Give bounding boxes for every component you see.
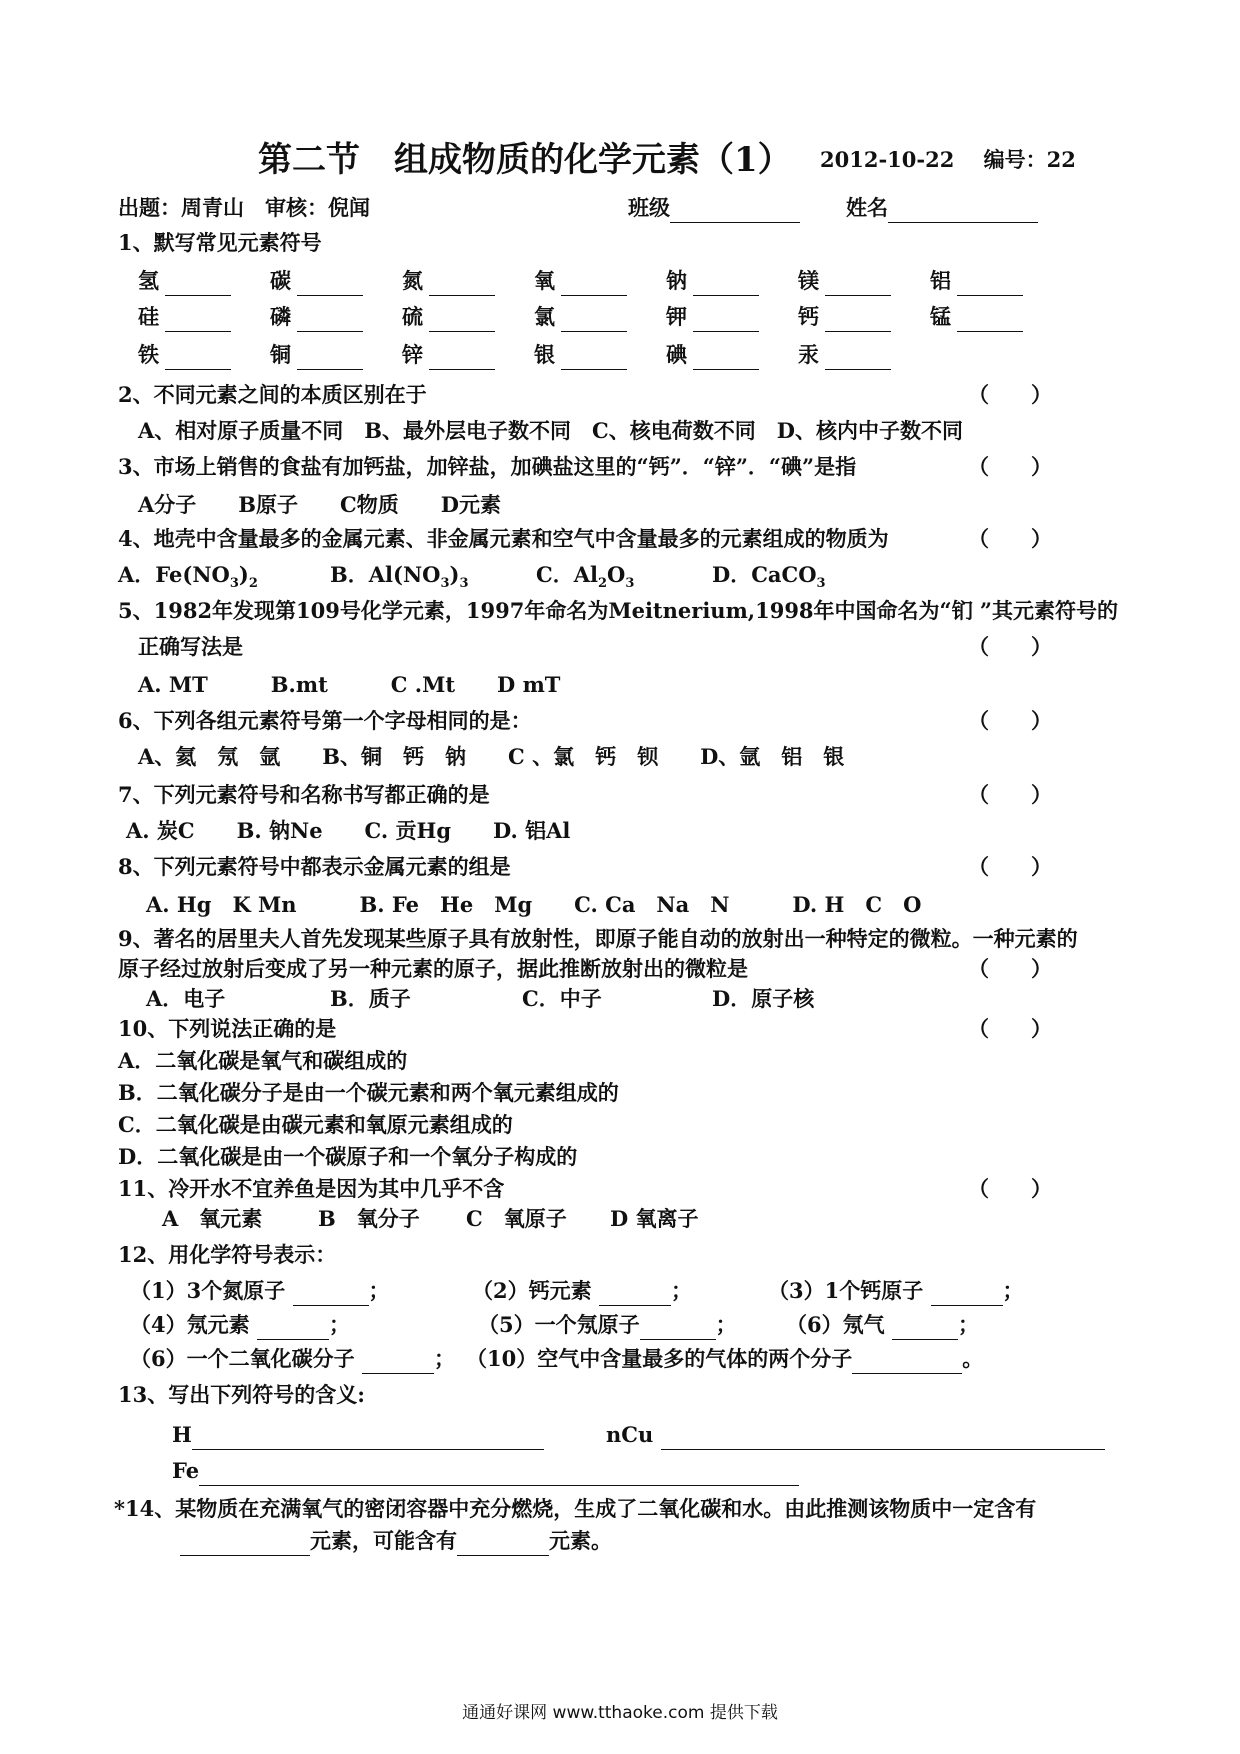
q1-element-cell <box>402 340 495 370</box>
q14-prompt: *14、某物质在充满氧气的密闭容器中充分燃烧，生成了二氧化碳和水。由此推测该物质中一定含有 <box>114 1496 1037 1521</box>
element-name: 银 <box>534 342 555 367</box>
serial-number: 编号：22 <box>983 147 1076 172</box>
element-symbol-blank[interactable] <box>429 275 495 296</box>
q11-option-a: A 氧元素 <box>162 1206 263 1231</box>
q12-blank-1[interactable] <box>293 1285 369 1306</box>
q7-prompt: 7、下列元素符号和名称书写都正确的是 <box>118 782 490 807</box>
q4-option-c: C．$Al_2O_3$ <box>536 562 635 592</box>
q2-answer-paren[interactable]: （ ） <box>968 382 1052 407</box>
q10-prompt: 10、下列说法正确的是 <box>118 1016 337 1041</box>
q9-option-d: D．原子核 <box>712 986 815 1011</box>
q9-prompt: 9、著名的居里夫人首先发现某些原子具有放射性，即原子能自动的放射出一种特定的微粒。一种元素的 <box>118 926 1078 951</box>
element-name: 锌 <box>402 342 423 367</box>
q11-answer-paren[interactable]: （ ） <box>968 1176 1052 1201</box>
q10-option-c: C．二氧化碳是由碳元素和氧原元素组成的 <box>118 1112 513 1137</box>
q14-line2: 元素，可能含有 元素。 <box>180 1526 612 1556</box>
q4-option-a: A．$Fe(NO_3)_2$ <box>118 562 258 592</box>
author-text: 出题：周青山 审核：倪闻 <box>118 195 370 220</box>
q1-element-cell <box>798 266 891 296</box>
header-date-serial <box>820 144 1076 174</box>
q10-option-d: D．二氧化碳是由一个碳原子和一个氧分子构成的 <box>118 1144 578 1169</box>
element-symbol-blank[interactable] <box>165 311 231 332</box>
q13-fe: Fe <box>172 1456 799 1486</box>
element-symbol-blank[interactable] <box>561 349 627 370</box>
name-field <box>846 193 1038 223</box>
element-symbol-blank[interactable] <box>561 311 627 332</box>
element-name: 汞 <box>798 342 819 367</box>
name-blank[interactable] <box>888 202 1038 223</box>
q12-blank-4[interactable] <box>257 1319 329 1340</box>
q9-prompt-cont: 原子经过放射后变成了另一种元素的原子，据此推断放射出的微粒是 <box>118 956 748 981</box>
q1-element-cell <box>534 266 627 296</box>
element-symbol-blank[interactable] <box>429 311 495 332</box>
q10-option-a: A．二氧化碳是氧气和碳组成的 <box>118 1048 408 1073</box>
q14-blank-1[interactable] <box>180 1535 310 1556</box>
element-name: 钙 <box>798 304 819 329</box>
q13-prompt: 13、写出下列符号的含义: <box>118 1382 365 1407</box>
q12-item-6: （6）氖气 ； <box>786 1310 979 1340</box>
q13-blank-h[interactable] <box>192 1429 544 1450</box>
q11-option-d: D 氧离子 <box>610 1206 699 1231</box>
q12-item-8: （10）空气中含量最多的气体的两个分子 。 <box>466 1344 983 1374</box>
element-symbol-blank[interactable] <box>957 311 1023 332</box>
element-name: 氯 <box>534 304 555 329</box>
element-symbol-blank[interactable] <box>165 275 231 296</box>
q1-element-cell <box>798 302 891 332</box>
q1-element-cell <box>402 302 495 332</box>
q4-option-b: B．$Al(NO_3)_3$ <box>330 562 469 592</box>
q1-element-cell <box>270 266 363 296</box>
q1-element-cell <box>666 266 759 296</box>
q1-element-cell <box>534 302 627 332</box>
element-name: 镁 <box>798 268 819 293</box>
q14-blank-2[interactable] <box>457 1535 549 1556</box>
q1-element-cell <box>798 340 891 370</box>
element-symbol-blank[interactable] <box>297 349 363 370</box>
footer-credit: 通通好课网 www.tthaoke.com 提供下载 <box>462 1703 778 1723</box>
q12-item-5: （5）一个氖原子 ； <box>478 1310 737 1340</box>
element-name: 碳 <box>270 268 291 293</box>
element-name: 铁 <box>138 342 159 367</box>
element-symbol-blank[interactable] <box>429 349 495 370</box>
q6-prompt: 6、下列各组元素符号第一个字母相同的是： <box>118 708 532 733</box>
author-line <box>118 193 370 223</box>
q1-element-cell <box>138 340 231 370</box>
element-symbol-blank[interactable] <box>561 275 627 296</box>
q2-options: A、相对原子质量不同 B、最外层电子数不同 C、核电荷数不同 D、核内中子数不同 <box>138 418 963 443</box>
q12-blank-8[interactable] <box>852 1353 962 1374</box>
q9-option-b: B．质子 <box>330 986 411 1011</box>
q5-answer-paren[interactable]: （ ） <box>968 634 1052 659</box>
q6-answer-paren[interactable]: （ ） <box>968 708 1052 733</box>
q12-item-1: （1）3个氮原子 ； <box>130 1276 390 1306</box>
element-name: 磷 <box>270 304 291 329</box>
q3-prompt: 3、市场上销售的食盐有加钙盐，加锌盐，加碘盐这里的“钙”．“锌”．“碘”是指 <box>118 454 857 479</box>
element-name: 钾 <box>666 304 687 329</box>
q12-blank-7[interactable] <box>362 1353 434 1374</box>
element-symbol-blank[interactable] <box>693 311 759 332</box>
q13-blank-ncu[interactable] <box>661 1429 1105 1450</box>
q5-prompt-cont: 正确写法是 <box>138 634 243 659</box>
q3-answer-paren[interactable]: （ ） <box>968 454 1052 479</box>
element-name: 氮 <box>402 268 423 293</box>
q13-h: H <box>172 1420 544 1450</box>
element-symbol-blank[interactable] <box>693 275 759 296</box>
class-field <box>628 193 800 223</box>
q13-ncu: nCu <box>606 1420 1105 1450</box>
q8-options: A. Hg K Mn B. Fe He Mg C. Ca Na N D. H C O <box>146 892 922 917</box>
q13-blank-fe[interactable] <box>199 1465 799 1486</box>
class-label: 班级 <box>628 195 670 220</box>
element-symbol-blank[interactable] <box>297 311 363 332</box>
element-name: 钠 <box>666 268 687 293</box>
element-symbol-blank[interactable] <box>297 275 363 296</box>
element-symbol-blank[interactable] <box>825 349 891 370</box>
q8-prompt: 8、下列元素符号中都表示金属元素的组是 <box>118 854 511 879</box>
q12-prompt: 12、用化学符号表示： <box>118 1242 337 1267</box>
element-name: 硫 <box>402 304 423 329</box>
page-title: 第二节 组成物质的化学元素（1） <box>258 140 792 180</box>
q5-prompt: 5、1982年发现第109号化学元素，1997年命名为Meitnerium,1998年中国命名为“钔 ”其元素符号的 <box>118 598 1119 623</box>
q7-options: A. 炭C B. 钠Ne C. 贡Hg D. 铝Al <box>126 818 571 843</box>
q1-element-cell <box>402 266 495 296</box>
q12-item-4: （4）氖元素 ； <box>130 1310 350 1340</box>
q12-item-2: （2）钙元素 ； <box>472 1276 692 1306</box>
element-name: 硅 <box>138 304 159 329</box>
q9-answer-paren[interactable]: （ ） <box>968 956 1052 981</box>
q8-answer-paren[interactable]: （ ） <box>968 854 1052 879</box>
name-label: 姓名 <box>846 195 888 220</box>
q4-answer-paren[interactable]: （ ） <box>968 526 1052 551</box>
q1-element-cell <box>534 340 627 370</box>
class-blank[interactable] <box>670 202 800 223</box>
q11-option-b: B 氧分子 <box>318 1206 420 1231</box>
q1-prompt: 1、默写常见元素符号 <box>118 230 322 255</box>
element-name: 碘 <box>666 342 687 367</box>
q12-blank-2[interactable] <box>599 1285 671 1306</box>
q1-element-cell <box>270 340 363 370</box>
q3-options: A分子 B原子 C物质 D元素 <box>138 492 501 517</box>
q1-element-cell <box>930 266 1023 296</box>
element-symbol-blank[interactable] <box>165 349 231 370</box>
date: 2012-10-22 <box>820 147 955 172</box>
q2-prompt: 2、不同元素之间的本质区别在于 <box>118 382 427 407</box>
element-name: 氧 <box>534 268 555 293</box>
q5-options: A. MT B.mt C .Mt D mT <box>138 672 561 697</box>
q1-element-cell <box>270 302 363 332</box>
q9-option-c: C．中子 <box>522 986 602 1011</box>
q9-option-a: A．电子 <box>146 986 226 1011</box>
q4-prompt: 4、地壳中含量最多的金属元素、非金属元素和空气中含量最多的元素组成的物质为 <box>118 526 889 551</box>
element-symbol-blank[interactable] <box>693 349 759 370</box>
q1-element-cell <box>666 340 759 370</box>
q1-element-cell <box>138 302 231 332</box>
q10-answer-paren[interactable]: （ ） <box>968 1016 1052 1041</box>
element-symbol-blank[interactable] <box>825 311 891 332</box>
element-name: 铝 <box>930 268 951 293</box>
element-name: 氢 <box>138 268 159 293</box>
q11-prompt: 11、冷开水不宜养鱼是因为其中几乎不含 <box>118 1176 505 1201</box>
q12-blank-3[interactable] <box>931 1285 1003 1306</box>
element-name: 铜 <box>270 342 291 367</box>
q12-item-7: （6）一个二氧化碳分子 ； <box>130 1344 455 1374</box>
element-name: 锰 <box>930 304 951 329</box>
q1-element-cell <box>930 302 1023 332</box>
q6-options: A、氦 氖 氩 B、铜 钙 钠 C 、氯 钙 钡 D、氩 铝 银 <box>138 744 845 769</box>
element-symbol-blank[interactable] <box>957 275 1023 296</box>
element-symbol-blank[interactable] <box>825 275 891 296</box>
q12-blank-5[interactable] <box>640 1319 716 1340</box>
q10-option-b: B．二氧化碳分子是由一个碳元素和两个氧元素组成的 <box>118 1080 619 1105</box>
q12-blank-6[interactable] <box>892 1319 958 1340</box>
q12-item-3: （3）1个钙原子 ； <box>768 1276 1024 1306</box>
q11-option-c: C 氧原子 <box>466 1206 567 1231</box>
q4-option-d: D．CaCO$_3$ <box>712 562 826 592</box>
q1-element-cell <box>138 266 231 296</box>
q1-element-cell <box>666 302 759 332</box>
q7-answer-paren[interactable]: （ ） <box>968 782 1052 807</box>
